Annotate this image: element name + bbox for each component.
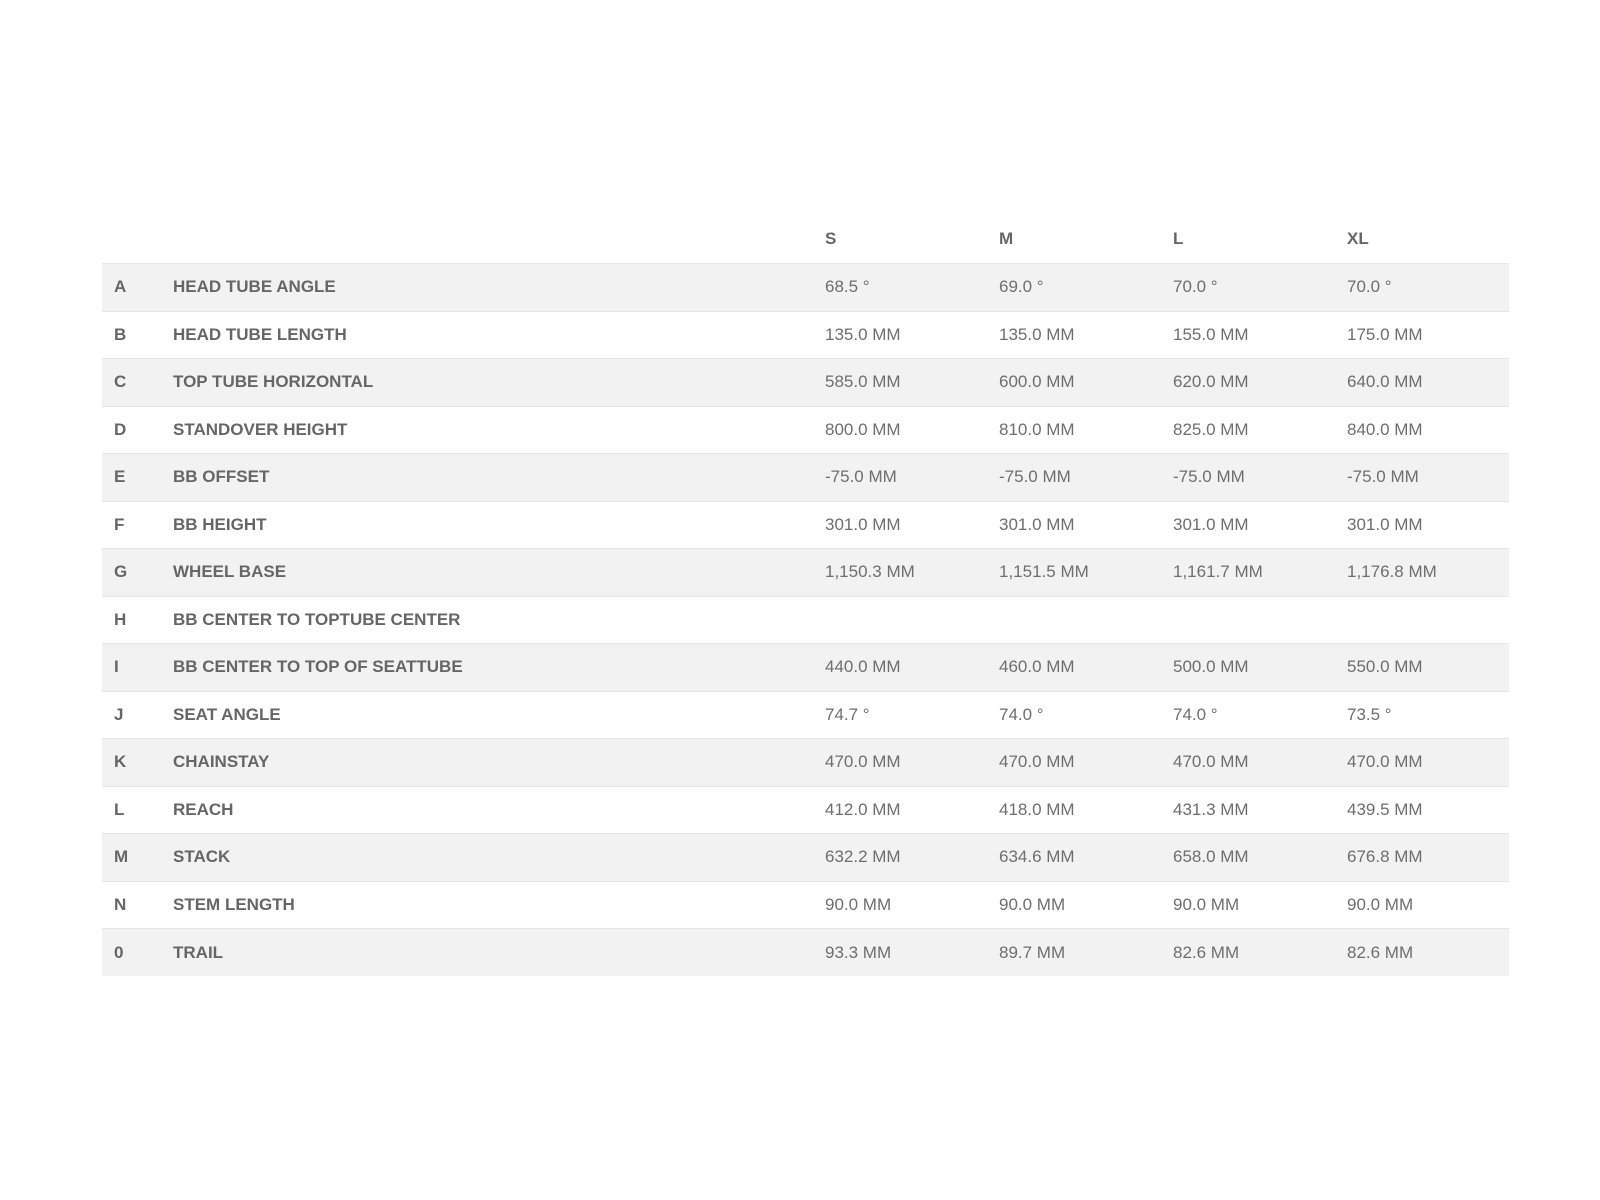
row-value: 550.0 MM: [1335, 644, 1509, 692]
row-letter: J: [102, 691, 161, 739]
table-row: [102, 786, 1509, 834]
row-value: 73.5 °: [1335, 691, 1509, 739]
row-letter: N: [102, 881, 161, 929]
row-value: [813, 596, 987, 644]
table-row: [102, 596, 1509, 644]
row-value: 439.5 MM: [1335, 786, 1509, 834]
row-letter: G: [102, 549, 161, 597]
row-letter: 0: [114, 942, 124, 962]
row-value: 175.0 MM: [1335, 311, 1509, 359]
row-value: 632.2 MM: [813, 834, 987, 882]
row-label: CHAINSTAY: [161, 739, 813, 787]
row-value: 301.0 MM: [1161, 501, 1335, 549]
header-size-l: L: [1161, 215, 1335, 264]
table-row: [102, 739, 1509, 787]
row-value: 74.7 °: [813, 691, 987, 739]
row-value: 1,176.8 MM: [1335, 549, 1509, 597]
row-value: 74.0 °: [987, 691, 1161, 739]
table-row: [102, 264, 1509, 312]
row-value: 82.6 MM: [1347, 942, 1414, 962]
row-value: 1,150.3 MM: [813, 549, 987, 597]
table-row: [102, 691, 1509, 739]
row-value: -75.0 MM: [813, 454, 987, 502]
row-value: 500.0 MM: [1161, 644, 1335, 692]
table-row: [102, 644, 1509, 692]
row-value: -75.0 MM: [1335, 454, 1509, 502]
row-value: 82.6 MM: [1173, 942, 1240, 962]
row-letter: D: [102, 406, 161, 454]
row-value: 301.0 MM: [1335, 501, 1509, 549]
table-row: [102, 406, 1509, 454]
table-row: [102, 311, 1509, 359]
row-label: BB OFFSET: [161, 454, 813, 502]
header-label: [161, 215, 813, 264]
row-value: [1335, 596, 1509, 644]
row-value: 640.0 MM: [1335, 359, 1509, 407]
row-label: STEM LENGTH: [161, 881, 813, 929]
row-value: 658.0 MM: [1161, 834, 1335, 882]
table-row: [102, 549, 1509, 597]
row-label: HEAD TUBE ANGLE: [161, 264, 813, 312]
row-value: 69.0 °: [987, 264, 1161, 312]
row-value: 74.0 °: [1161, 691, 1335, 739]
row-value: 418.0 MM: [987, 786, 1161, 834]
row-letter: A: [102, 264, 161, 312]
row-value: 620.0 MM: [1161, 359, 1335, 407]
row-value: 93.3 MM: [825, 942, 892, 962]
row-label: BB HEIGHT: [161, 501, 813, 549]
row-value: [1161, 596, 1335, 644]
table-row: [102, 834, 1509, 882]
row-value: 1,161.7 MM: [1161, 549, 1335, 597]
header-size-s: S: [813, 215, 987, 264]
row-value: 301.0 MM: [987, 501, 1161, 549]
header-size-xl: XL: [1335, 215, 1509, 264]
row-letter: F: [102, 501, 161, 549]
table-row: [102, 501, 1509, 549]
row-value: 810.0 MM: [987, 406, 1161, 454]
table-row: [102, 359, 1509, 407]
header-size-m: M: [987, 215, 1161, 264]
row-value: 460.0 MM: [987, 644, 1161, 692]
row-letter: B: [102, 311, 161, 359]
row-label: REACH: [161, 786, 813, 834]
row-label: STACK: [161, 834, 813, 882]
row-value: 155.0 MM: [1161, 311, 1335, 359]
row-label: BB CENTER TO TOP OF SEATTUBE: [161, 644, 813, 692]
row-label: STANDOVER HEIGHT: [161, 406, 813, 454]
row-value: 301.0 MM: [813, 501, 987, 549]
table-header-row: [102, 215, 1509, 264]
row-value: 440.0 MM: [813, 644, 987, 692]
row-value: 470.0 MM: [987, 739, 1161, 787]
row-value: -75.0 MM: [987, 454, 1161, 502]
row-value: 470.0 MM: [813, 739, 987, 787]
row-value: 135.0 MM: [813, 311, 987, 359]
row-value: 431.3 MM: [1161, 786, 1335, 834]
row-value: 840.0 MM: [1335, 406, 1509, 454]
table-row: [102, 929, 1509, 977]
row-value: 676.8 MM: [1335, 834, 1509, 882]
header-letter: [102, 215, 161, 264]
row-label: HEAD TUBE LENGTH: [161, 311, 813, 359]
row-value: 800.0 MM: [813, 406, 987, 454]
row-value: 135.0 MM: [987, 311, 1161, 359]
row-letter: K: [102, 739, 161, 787]
table-row: [102, 881, 1509, 929]
row-value: 90.0 MM: [1161, 881, 1335, 929]
row-value: 825.0 MM: [1161, 406, 1335, 454]
row-value: 70.0 °: [1335, 264, 1509, 312]
row-letter: I: [102, 644, 161, 692]
row-value: 90.0 MM: [1335, 881, 1509, 929]
row-value: 470.0 MM: [1335, 739, 1509, 787]
row-value: 70.0 °: [1161, 264, 1335, 312]
row-value: 470.0 MM: [1161, 739, 1335, 787]
row-value: 89.7 MM: [999, 942, 1066, 962]
geometry-table: [102, 215, 1509, 976]
row-value: [987, 596, 1161, 644]
row-value: 90.0 MM: [813, 881, 987, 929]
row-value: 412.0 MM: [813, 786, 987, 834]
row-value: 634.6 MM: [987, 834, 1161, 882]
row-value: 90.0 MM: [987, 881, 1161, 929]
row-letter: M: [102, 834, 161, 882]
table-row: [102, 454, 1509, 502]
row-label: WHEEL BASE: [161, 549, 813, 597]
row-value: 600.0 MM: [987, 359, 1161, 407]
row-letter: H: [102, 596, 161, 644]
row-label: BB CENTER TO TOPTUBE CENTER: [161, 596, 813, 644]
row-letter: L: [102, 786, 161, 834]
row-label: TOP TUBE HORIZONTAL: [161, 359, 813, 407]
row-value: 1,151.5 MM: [987, 549, 1161, 597]
row-value: -75.0 MM: [1161, 454, 1335, 502]
row-letter: E: [102, 454, 161, 502]
row-value: 585.0 MM: [813, 359, 987, 407]
row-label: SEAT ANGLE: [161, 691, 813, 739]
row-letter: C: [102, 359, 161, 407]
row-label: TRAIL: [173, 942, 224, 962]
row-value: 68.5 °: [813, 264, 987, 312]
